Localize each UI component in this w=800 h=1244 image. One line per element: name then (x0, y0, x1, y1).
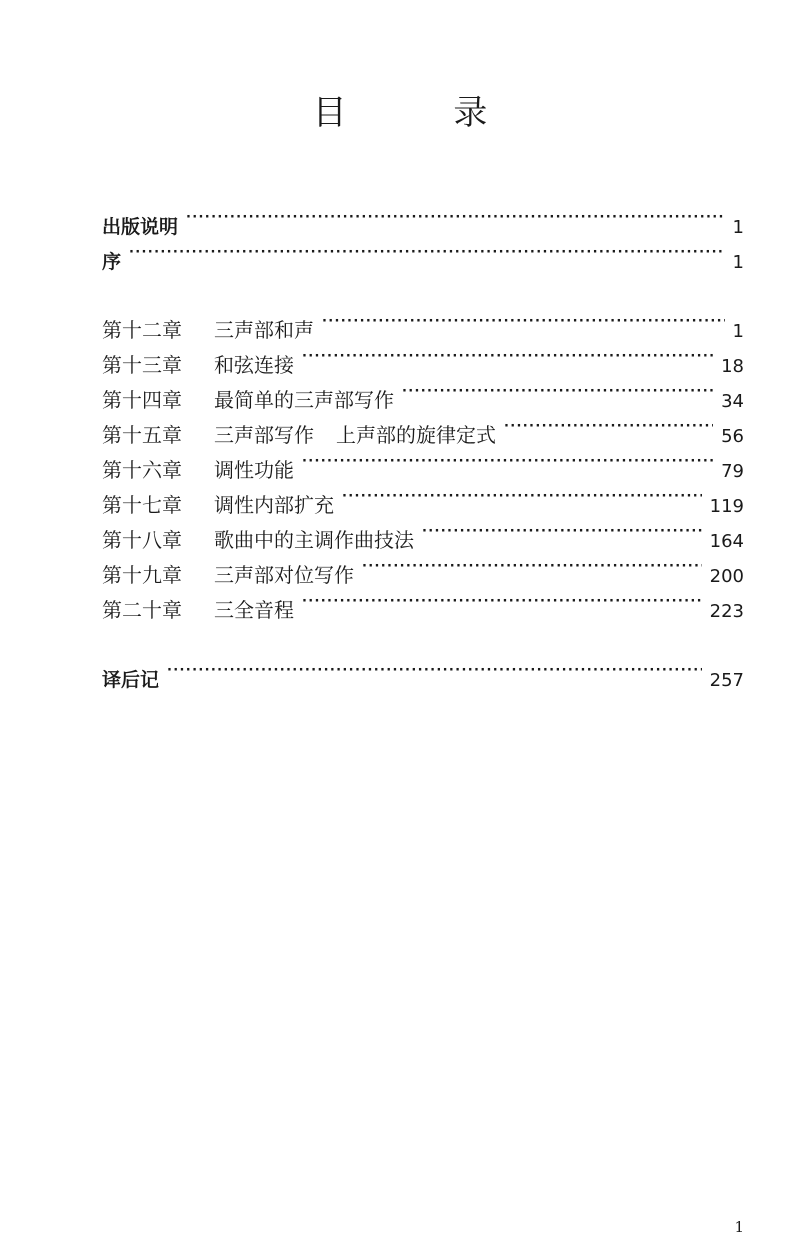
toc-entry-chapter-15[interactable] (102, 412, 744, 447)
toc-entry-chapter-13[interactable] (102, 342, 744, 377)
toc-page-number: 1 (732, 252, 744, 273)
toc-page-number: 56 (721, 426, 744, 447)
chapter-number: 第十二章 (102, 318, 182, 342)
toc-entry-title (102, 420, 504, 450)
chapter-number: 第十七章 (102, 493, 182, 517)
toc-page-number: 200 (709, 566, 744, 587)
chapter-title: 调性内部扩充 (214, 493, 334, 517)
dot-leader (402, 377, 713, 407)
toc-entry-preface[interactable] (102, 238, 744, 273)
chapter-title: 最简单的三声部写作 (214, 388, 394, 412)
toc-entry-title (102, 350, 302, 380)
toc-entry-title (102, 490, 342, 520)
dot-leader (362, 552, 702, 582)
toc-entry-chapter-16[interactable] (102, 447, 744, 482)
chapter-subtitle: 上声部的旋律定式 (336, 423, 496, 447)
dot-leader (342, 482, 702, 512)
dot-leader (504, 412, 713, 442)
chapter-title: 歌曲中的主调作曲技法 (214, 528, 414, 552)
toc-entry-title: 出版说明 (102, 216, 179, 238)
chapter-number: 第十三章 (102, 353, 182, 377)
toc-entry-afterword[interactable] (102, 656, 744, 691)
chapter-number: 第十五章 (102, 423, 182, 447)
toc-entry-chapter-12[interactable] (102, 307, 744, 342)
toc-page-number: 1 (732, 217, 744, 238)
chapter-number: 第十四章 (102, 388, 182, 412)
page-title: 目 录 (312, 93, 536, 133)
toc-page-number: 34 (721, 391, 744, 412)
dot-leader (422, 517, 702, 547)
dot-leader (129, 238, 725, 268)
toc-page-number: 1 (732, 321, 744, 342)
toc-entry-title (102, 525, 422, 555)
toc-entry-title (102, 560, 362, 590)
toc-entry-chapter-19[interactable] (102, 552, 744, 587)
dot-leader (167, 656, 702, 686)
chapter-title: 三声部写作 (214, 423, 314, 447)
dot-leader (302, 342, 713, 372)
toc-page-number: 119 (709, 496, 744, 517)
dot-leader (302, 447, 713, 477)
toc-entry-chapter-17[interactable] (102, 482, 744, 517)
toc-entry-title (102, 595, 302, 625)
toc-entry-title: 序 (102, 251, 122, 273)
chapter-number: 第十九章 (102, 563, 182, 587)
dot-leader (302, 587, 702, 617)
dot-leader (322, 307, 725, 337)
chapter-title: 三声部对位写作 (214, 563, 354, 587)
toc-page-number: 79 (721, 461, 744, 482)
chapter-title: 和弦连接 (214, 353, 294, 377)
toc-entry-title (102, 455, 302, 485)
dot-leader (186, 203, 725, 233)
toc-page-number: 164 (709, 531, 744, 552)
chapter-number: 第十八章 (102, 528, 182, 552)
page-folio-number: 1 (734, 1218, 744, 1236)
toc-entry-chapter-14[interactable] (102, 377, 744, 412)
chapter-number: 第二十章 (102, 598, 182, 622)
toc-page-number: 223 (709, 601, 744, 622)
toc-entry-chapter-18[interactable] (102, 517, 744, 552)
chapter-title: 三声部和声 (214, 318, 314, 342)
toc-entry-title (102, 315, 322, 345)
toc-entry-chapter-20[interactable] (102, 587, 744, 622)
toc-page-number: 18 (721, 356, 744, 377)
toc-page-number: 257 (709, 670, 744, 691)
chapter-title: 调性功能 (214, 458, 294, 482)
toc-entry-publication-note[interactable] (102, 203, 744, 238)
toc-entry-title (102, 385, 402, 415)
chapter-title: 三全音程 (214, 598, 294, 622)
toc-entry-title: 译后记 (102, 669, 160, 691)
chapter-number: 第十六章 (102, 458, 182, 482)
